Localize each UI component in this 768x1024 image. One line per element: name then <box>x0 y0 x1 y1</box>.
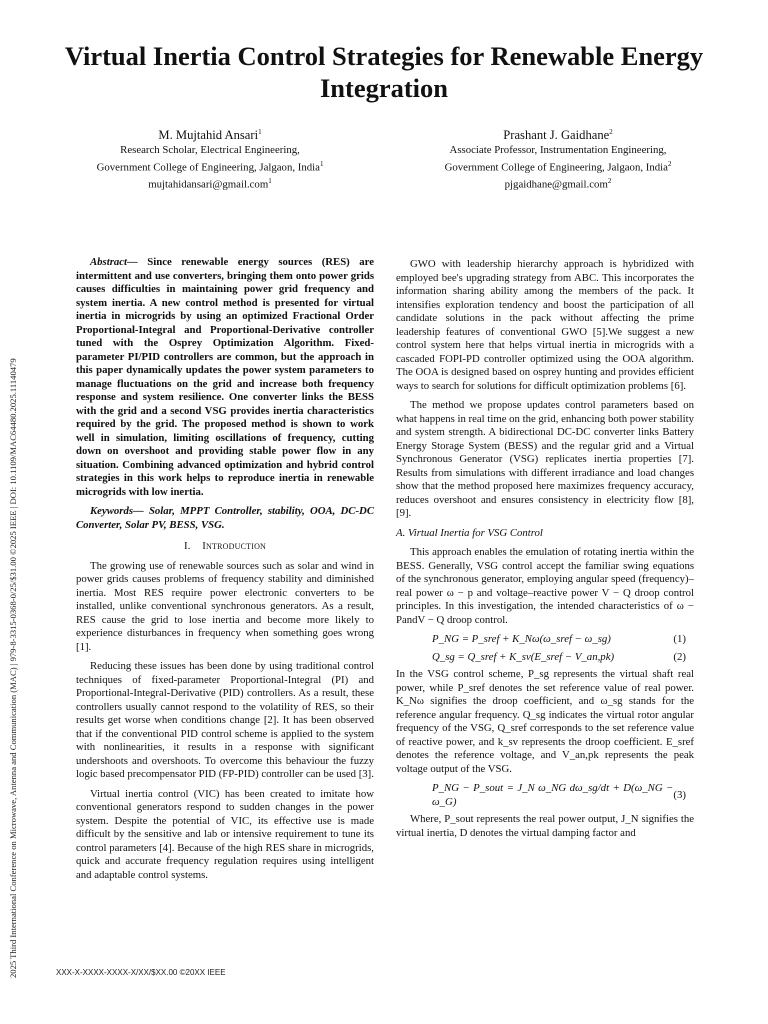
left-column <box>76 256 374 888</box>
side-copyright-note <box>4 158 22 978</box>
subsection-heading: A. Virtual Inertia for VSG Control <box>396 526 543 539</box>
side-copyright-text: 2025 Third International Conference on Microwave, Antenna and Communication (MAC) | 979-8-3315-0368-0/25/$31.00 ©2025 IEEE | DOI: 10.1109/MAC64480.2025.11140479 <box>8 358 18 978</box>
body-paragraph: In the VSG control scheme, P_sg represents the virtual shaft real power, while P_sref denotes the set reference value of real power. K_Nω signifies the droop coefficient, and ω_sg stands for the reference angular frequency. Q_sg indicates the virtual rotor angular frequency of the VSG, Q_sref corresponds to the set reference value of reactive power, and k_sv represents the droop coefficient. E_sref denotes the reference voltage, and V_an,pk represents the peak voltage output of the VSG. <box>396 668 694 775</box>
author-1-position: Research Scholar, Electrical Engineering, <box>120 144 300 157</box>
abstract: Abstract— Since renewable energy sources (RES) are intermittent and use converters, bringing them onto power grids causes difficulties in maintaining power grid frequency and system inertia. A new control method is presented for virtual inertia in microgrids by using an optimized Fractional Order Proportional-Integral and Proportional-Derivative controller tuned with the Osprey Optimization Algorithm. Fixed-parameter PI/PID controllers are common, but the approach in this paper dynamically updates the power system parameters to manage fluctuations on the grid and increase both frequency response and system resilience. One converter links the BESS with the grid and a second VSG provides inertia characteristics required by the grid. The proposed method is shown to work well in simulation, limiting oscillations of frequency, cutting down on overshoot and providing stable power flow in any situation. Combining advanced optimization and hybrid control strategies in this work helps to reproduce inertia in renewable microgrids with low inertia. <box>76 256 374 498</box>
author-1 <box>40 124 380 194</box>
author-2-name: Prashant J. Gaidhane$^2$ <box>503 128 613 143</box>
paper-title: Virtual Inertia Control Strategies for Renewable Energy Integration <box>64 41 704 103</box>
body-paragraph: Where, P_sout represents the real power output, J_N signifies the virtual inertia, D denotes the virtual damping factor and <box>396 813 694 839</box>
author-1-institution: Government College of Engineering, Jalgaon, India$^1$ <box>96 159 324 174</box>
section-heading-introduction: I. Introduction <box>183 540 267 552</box>
body-paragraph: GWO with leadership hierarchy approach is hybridized with employed bee's upgrading strategy from ABC. This incorporates the information sharing ability among the members of the pack. It intensifies exploration tendency and boost the participation of all candidate solutions in the pack without affecting the prime leadership features of conventional GWO [5].We suggest a new control system here that helps virtual inertia in microgrids with a cascaded FOPI-PD controller optimized using the OOA algorithm. The OOA is designed based on osprey hunting and provides efficient ways to search for solutions for difficult optimization problems [6]. <box>396 258 694 392</box>
intro-paragraph: Virtual inertia control (VIC) has been created to imitate how conventional generators respond to sudden changes in the power system. Despite the potential of VIC, its effective use is made difficult by the sensitive and lab or intensive requirement to tune its control parameters [4]. Because of the high RES share in microgrids, quick and accurate frequency regulation requires using intelligent and adaptable control systems. <box>76 787 374 881</box>
footer-copyright-code: XXX-X-XXXX-XXXX-X/XX/$XX.00 ©20XX IEEE <box>56 968 226 977</box>
keywords: Keywords— Solar, MPPT Controller, stability, OOA, DC-DC Converter, Solar PV, BESS, VSG. <box>76 505 374 531</box>
right-column <box>396 258 694 846</box>
author-2-position: Associate Professor, Instrumentation Engineering, <box>449 144 667 157</box>
equation-3: P_NG − P_sout = J_N ω_NG dω_sg/dt + D(ω_NG − ω_G) (3) <box>432 782 686 808</box>
body-paragraph: The method we propose updates control parameters based on what happens in real time on the grid, enhancing both power stability and system strength. A bidirectional DC-DC converter links Battery Energy Storage System (BESS) and the regular grid and a Virtual Synchronous Generator (VSG) replicates inertia properties [7]. Results from simulations with different irradiance and load changes show that the method proposed here maximizes frequency accuracy, reduces overshoot and ensures consistency in electricity flow [8], [9]. <box>396 399 694 519</box>
author-1-email: mujtahidansari@gmail.com$^1$ <box>148 176 272 191</box>
equation-2: Q_sg = Q_sref + K_sv(E_sref − V_an,pk) (2) <box>432 650 686 663</box>
intro-paragraph: Reducing these issues has been done by using traditional control techniques of fixed-parameter Proportional-Integral (PI) and Proportional-Integral-Derivative (PID) controllers. As a result, these controllers usually cannot respond to the volatility of RES, so their results get worse when conditions change [2]. It has been observed that if the conventional PID control scheme is applied to the system with nonlinearities, it results in a response with significant undershoots and overshoots. To overcome this behaviour the fuzzy logic based precompensator PID (FP-PID) controller can be used [3]. <box>76 660 374 780</box>
intro-paragraph: The growing use of renewable sources such as solar and wind in power grids causes problems of frequency stability and diminished inertia. Most RES require power electronic converters to be installed, unlike conventional synchronous generators. As a result, RES cause the grid to lose inertia and become more likely to experience disturbances in frequency when something goes wrong [1]. <box>76 559 374 653</box>
author-block <box>40 124 728 194</box>
body-paragraph: This approach enables the emulation of rotating inertia within the BESS. Generally, VSG control accept the familiar swing equations of the synchronous generator, employing angular speed (frequency)–real power ω − p and voltage–reactive power V − Q droop control principles. In this investigation, the intended characteristics of ω − PandV − Q droop control. <box>396 546 694 626</box>
author-2 <box>388 124 728 194</box>
equation-1: P_NG = P_sref + K_Nω(ω_sref − ω_sg) (1) <box>432 633 686 645</box>
author-2-institution: Government College of Engineering, Jalgaon, India$^2$ <box>444 159 672 174</box>
author-2-email: pjgaidhane@gmail.com$^2$ <box>504 176 612 191</box>
author-1-name: M. Mujtahid Ansari$^1$ <box>158 128 262 143</box>
